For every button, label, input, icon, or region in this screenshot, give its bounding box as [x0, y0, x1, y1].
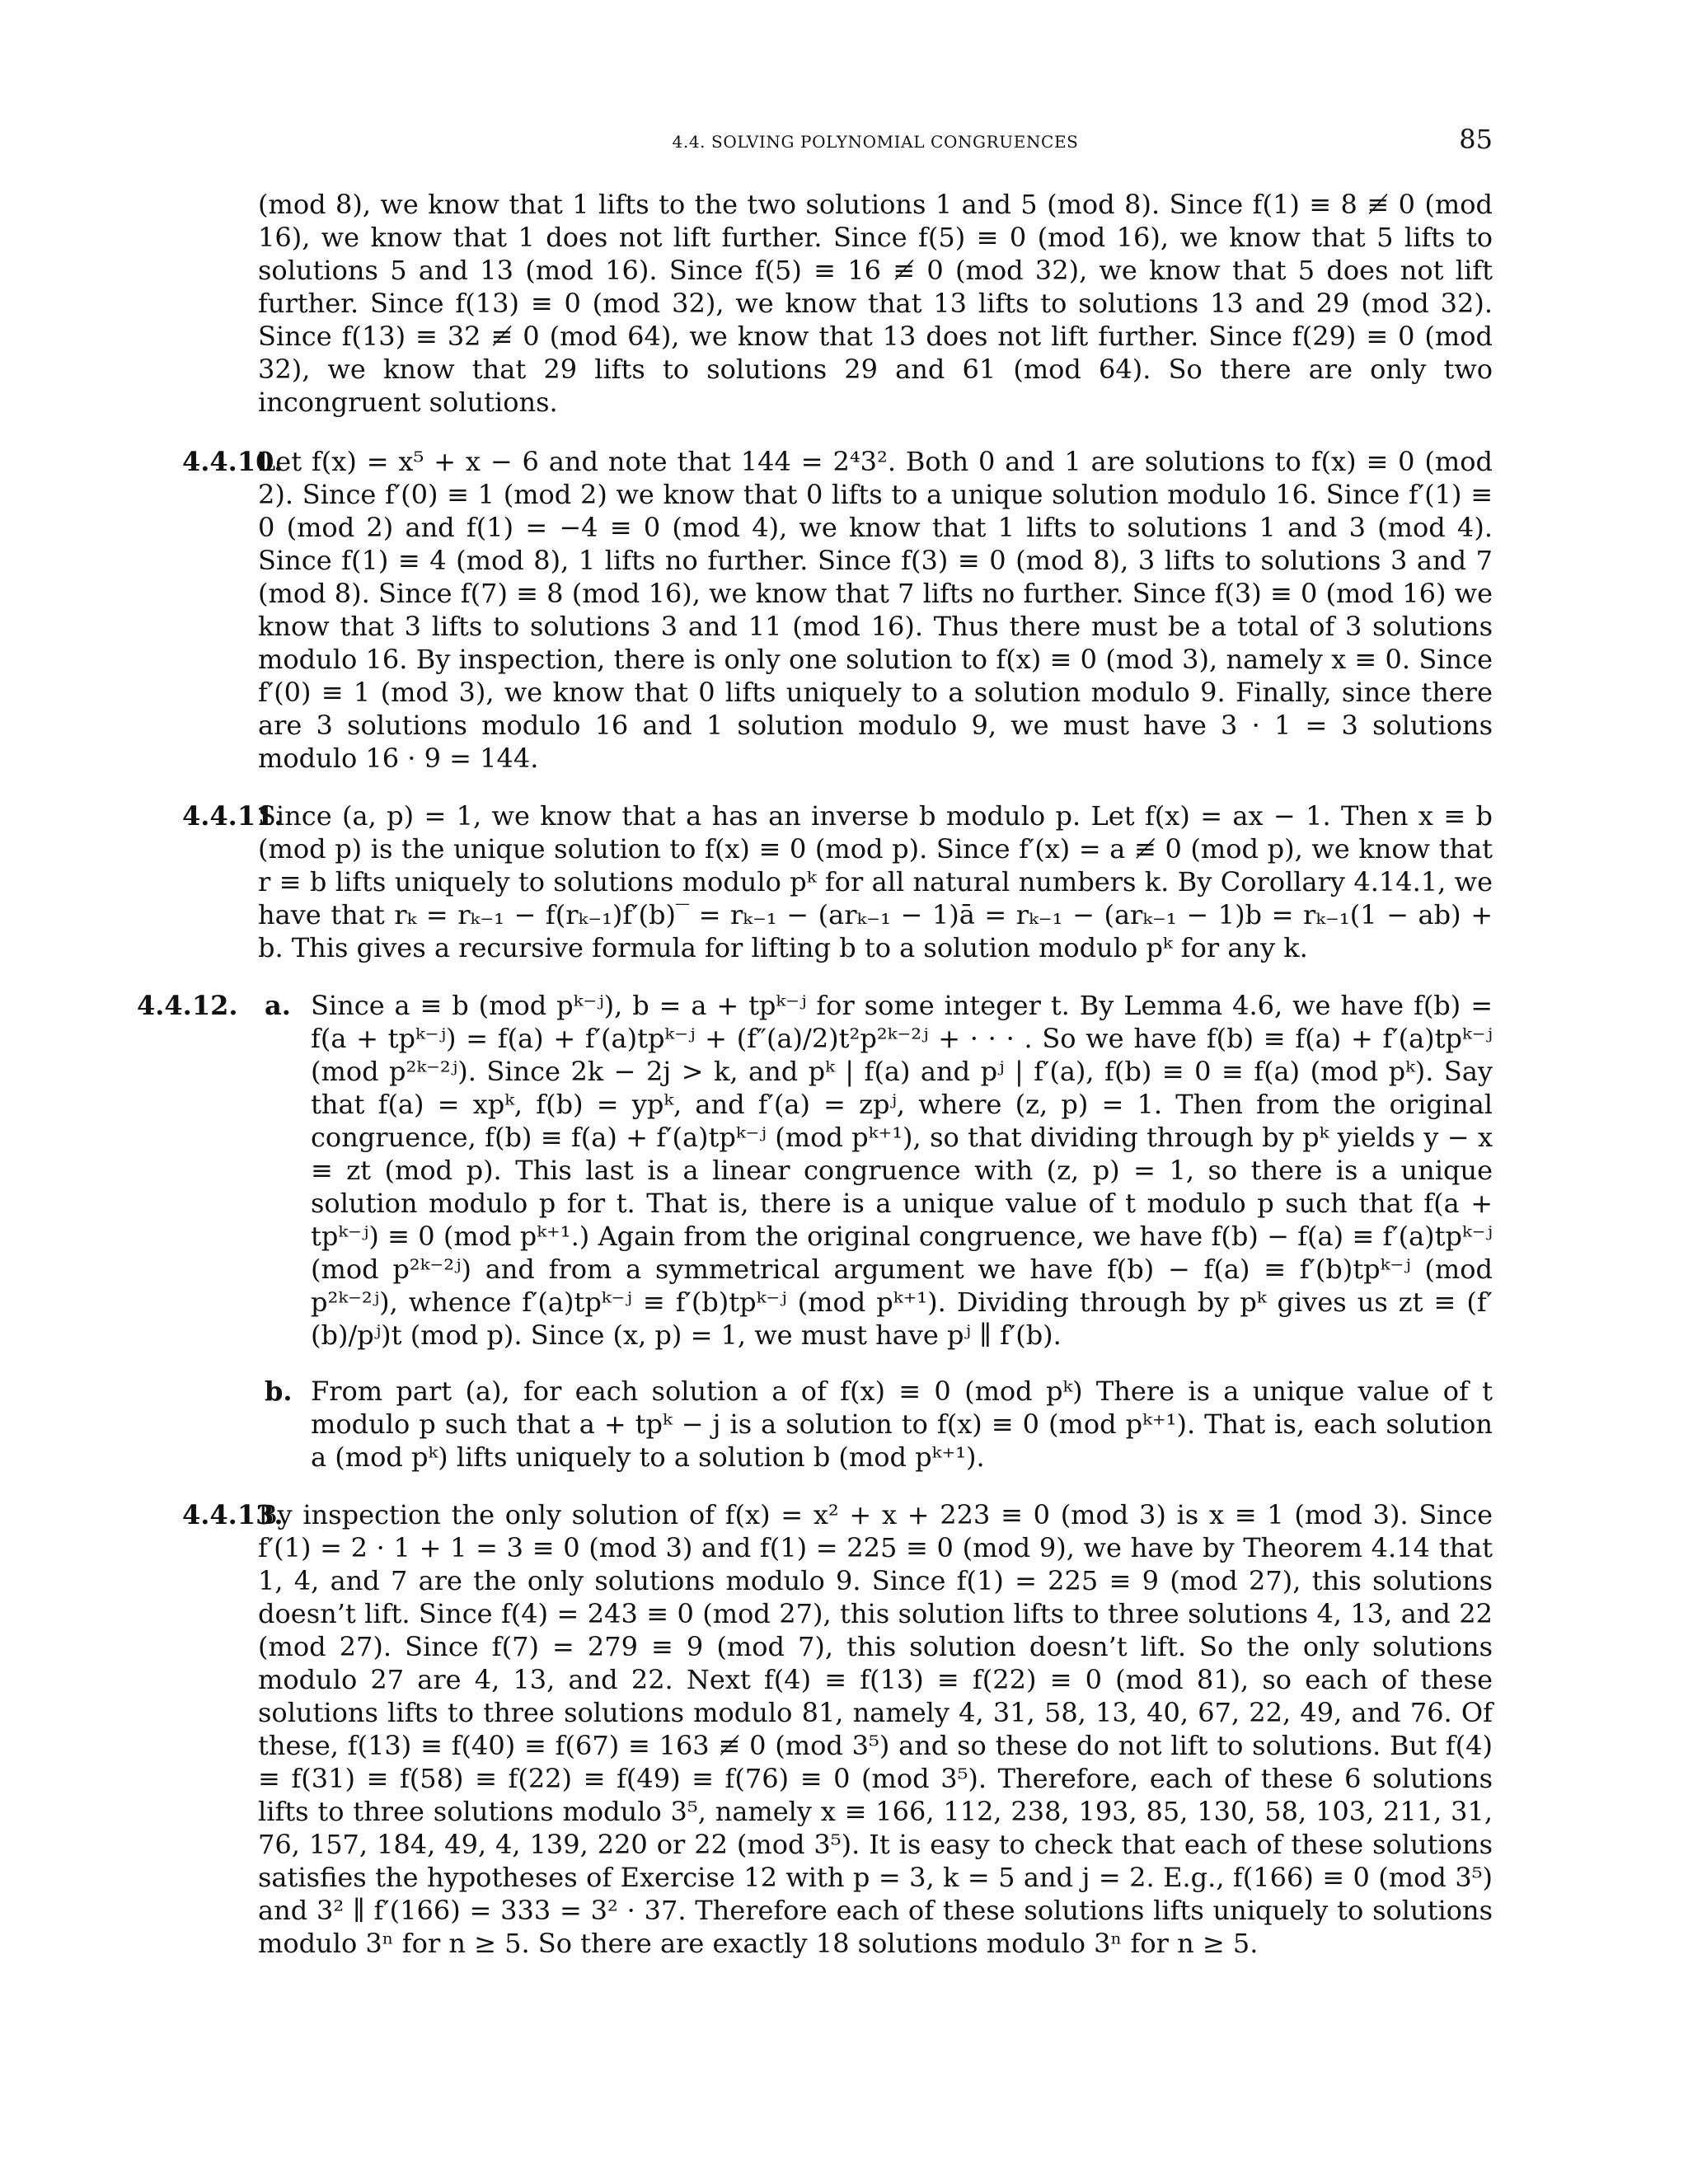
section-title: 4.4. SOLVING POLYNOMIAL CONGRUENCES	[672, 132, 1079, 152]
exercise-4-4-13	[182, 1498, 1493, 1960]
page-body	[137, 188, 1493, 1985]
part-text: Since a ≡ b (mod pᵏ⁻ʲ), b = a + tpᵏ⁻ʲ for some integer t. By Lemma 4.6, we have f(b) = f(a + tpᵏ⁻ʲ) = f(a) + f′(a)tpᵏ⁻ʲ + (f″(a)/2)t²p²ᵏ⁻²ʲ + · · · . So we have f(b) ≡ f(a) + f′(a)tpᵏ⁻ʲ (mod p²ᵏ⁻²ʲ). Since 2k − 2j > k, and pᵏ | f(a) and pʲ | f′(a), f(b) ≡ 0 ≡ f(a) (mod pᵏ). Say that f(a) = xpᵏ, f(b) = ypᵏ, and f′(a) = zpʲ, where (z, p) = 1. Then from the original congruence, f(b) ≡ f(a) + f′(a)tpᵏ⁻ʲ (mod pᵏ⁺¹), so that dividing through by pᵏ yields y − x ≡ zt (mod p). This last is a linear congruence with (z, p) = 1, so there is a unique solution modulo p for t. That is, there is a unique value of t modulo p such that f(a + tpᵏ⁻ʲ) ≡ 0 (mod pᵏ⁺¹.) Again from the original congruence, we have f(b) − f(a) ≡ f′(a)tpᵏ⁻ʲ (mod p²ᵏ⁻²ʲ) and from a symmetrical argument we have f(b) − f(a) ≡ f′(b)tpᵏ⁻ʲ (mod p²ᵏ⁻²ʲ), whence f′(a)tpᵏ⁻ʲ ≡ f′(b)tpᵏ⁻ʲ (mod pᵏ⁺¹). Dividing through by pᵏ gives us zt ≡ (f′(b)/pʲ)t (mod p). Since (x, p) = 1, we must have pʲ ∥ f′(b).	[311, 990, 1493, 1351]
exercise-number: 4.4.12.	[137, 990, 238, 1021]
part-label: a.	[265, 990, 291, 1021]
exercise-solution-text: Let f(x) = x⁵ + x − 6 and note that 144 = 2⁴3². Both 0 and 1 are solutions to f(x) ≡ 0 (mod 2). Since f′(0) ≡ 1 (mod 2) we know that 0 lifts to a unique solution modulo 16. Since f′(1) ≡ 0 (mod 2) and f(1) = −4 ≡ 0 (mod 4), we know that 1 lifts to solutions 1 and 3 (mod 4). Since f(1) ≡ 4 (mod 8), 1 lifts no further. Since f(3) ≡ 0 (mod 8), 3 lifts to solutions 3 and 7 (mod 8). Since f(7) ≡ 8 (mod 16), we know that 7 lifts no further. Since f(3) ≡ 0 (mod 16) we know that 3 lifts to solutions 3 and 11 (mod 16). Thus there must be a total of 3 solutions modulo 16. By inspection, there is only one solution to f(x) ≡ 0 (mod 3), namely x ≡ 0. Since f′(0) ≡ 1 (mod 3), we know that 0 lifts uniquely to a solution modulo 9. Finally, since there are 3 solutions modulo 16 and 1 solution modulo 9, we must have 3 · 1 = 3 solutions modulo 16 · 9 = 144.	[258, 446, 1493, 774]
page-number: 85	[1459, 124, 1493, 155]
running-header	[258, 124, 1493, 162]
exercise-solution-text: Since (a, p) = 1, we know that a has an inverse b modulo p. Let f(x) = ax − 1. Then x ≡ b (mod p) is the unique solution to f(x) ≡ 0 (mod p). Since f′(x) = a ≢ 0 (mod p), we know that r ≡ b lifts uniquely to solutions modulo pᵏ for all natural numbers k. By Corollary 4.14.1, we have that rₖ = rₖ₋₁ − f(rₖ₋₁)f′(b)‾ = rₖ₋₁ − (arₖ₋₁ − 1)ā = rₖ₋₁ − (arₖ₋₁ − 1)b = rₖ₋₁(1 − ab) + b. This gives a recursive formula for lifting b to a solution modulo pᵏ for any k.	[258, 800, 1493, 963]
exercise-part-a	[265, 989, 1493, 1352]
exercise-4-4-12	[137, 989, 1493, 1474]
exercise-number: 4.4.10.	[182, 446, 284, 477]
exercise-solution-text: By inspection the only solution of f(x) = x² + x + 223 ≡ 0 (mod 3) is x ≡ 1 (mod 3). Since f′(1) = 2 · 1 + 1 = 3 ≡ 0 (mod 3) and f(1) = 225 ≡ 0 (mod 9), we have by Theorem 4.14 that 1, 4, and 7 are the only solutions modulo 9. Since f(1) = 225 ≡ 9 (mod 27), this solutions doesn’t lift. Since f(4) = 243 ≡ 0 (mod 27), this solution lifts to three solutions 4, 13, and 22 (mod 27). Since f(7) = 279 ≡ 9 (mod 7), this solution doesn’t lift. So the only solutions modulo 27 are 4, 13, and 22. Next f(4) ≡ f(13) ≡ f(22) ≡ 0 (mod 81), so each of these solutions lifts to three solutions modulo 81, namely 4, 31, 58, 13, 40, 67, 22, 49, and 76. Of these, f(13) ≡ f(40) ≡ f(67) ≡ 163 ≢ 0 (mod 3⁵) and so these do not lift to solutions. But f(4) ≡ f(31) ≡ f(58) ≡ f(22) ≡ f(49) ≡ f(76) ≡ 0 (mod 3⁵). Therefore, each of these 6 solutions lifts to three solutions modulo 3⁵, namely x ≡ 166, 112, 238, 193, 85, 130, 58, 103, 211, 31, 76, 157, 184, 49, 4, 139, 220 or 22 (mod 3⁵). It is easy to check that each of these solutions satisfies the hypotheses of Exercise 12 with p = 3, k = 5 and j = 2. E.g., f(166) ≡ 0 (mod 3⁵) and 3² ∥ f′(166) = 333 = 3² · 37. Therefore each of these solutions lifts uniquely to solutions modulo 3ⁿ for n ≥ 5. So there are exactly 18 solutions modulo 3ⁿ for n ≥ 5.	[258, 1499, 1493, 1959]
part-label: b.	[265, 1376, 293, 1407]
exercise-4-4-11	[182, 799, 1493, 964]
continued-solution-text: (mod 8), we know that 1 lifts to the two solutions 1 and 5 (mod 8). Since f(1) ≡ 8 ≢ 0 (mod 16), we know that 1 does not lift further. Since f(5) ≡ 0 (mod 16), we know that 5 lifts to solutions 5 and 13 (mod 16). Since f(5) ≡ 16 ≢ 0 (mod 32), we know that 5 does not lift further. Since f(13) ≡ 0 (mod 32), we know that 13 lifts to solutions 13 and 29 (mod 32). Since f(13) ≡ 32 ≢ 0 (mod 64), we know that 13 does not lift further. Since f(29) ≡ 0 (mod 32), we know that 29 lifts to solutions 29 and 61 (mod 64). So there are only two incongruent solutions.	[258, 189, 1493, 418]
part-text: From part (a), for each solution a of f(x) ≡ 0 (mod pᵏ) There is a unique value of t modulo p such that a + tpᵏ − j is a solution to f(x) ≡ 0 (mod pᵏ⁺¹). That is, each solution a (mod pᵏ) lifts uniquely to a solution b (mod pᵏ⁺¹).	[311, 1376, 1493, 1473]
exercise-number: 4.4.11.	[182, 800, 284, 832]
exercise-4-4-10	[182, 445, 1493, 775]
exercise-part-b	[265, 1375, 1493, 1474]
exercise-number: 4.4.13.	[182, 1499, 284, 1530]
